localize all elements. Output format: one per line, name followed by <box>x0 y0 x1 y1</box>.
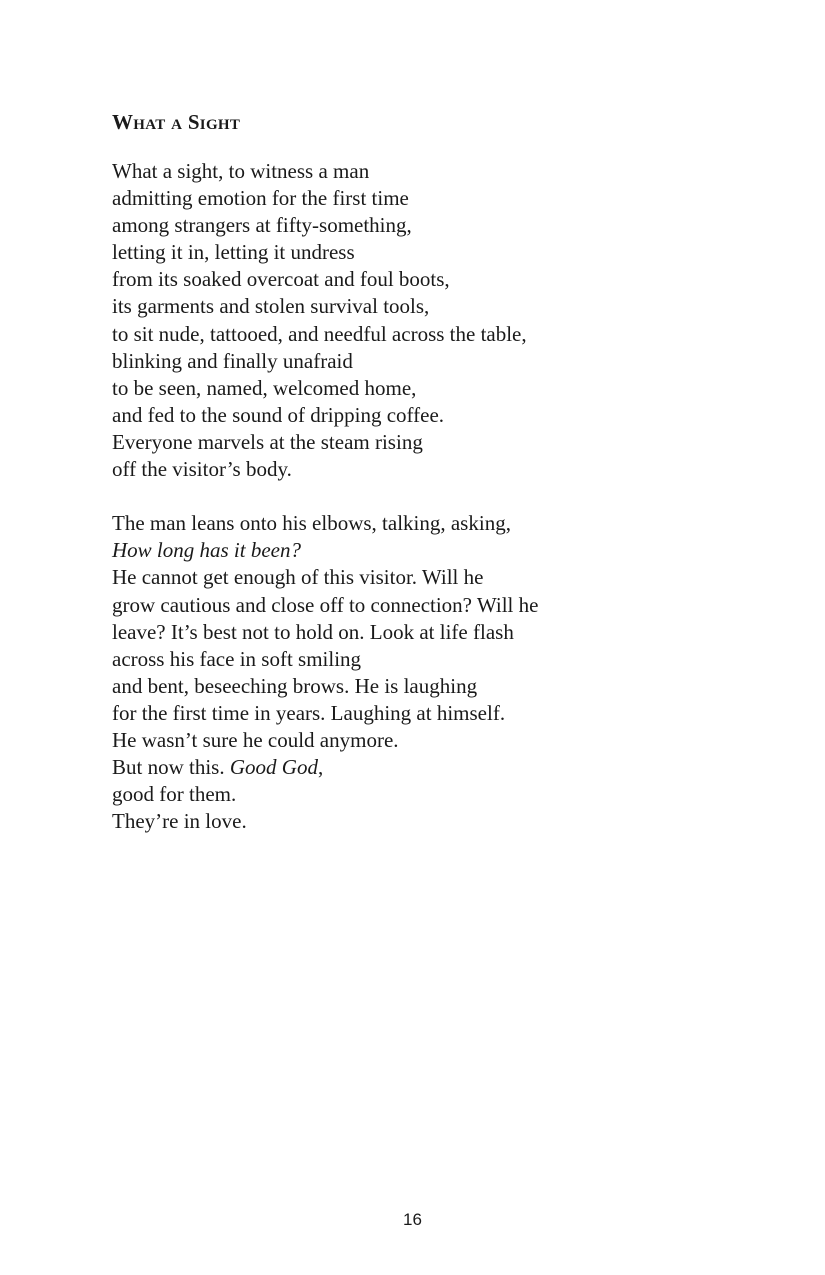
poem-line: off the visitor’s body. <box>112 457 292 482</box>
poem-line: blinking and finally unafraid <box>112 348 353 373</box>
poem-title: What a Sight <box>112 110 241 134</box>
poem-line: grow cautious and close off to connection? Will he <box>112 592 539 617</box>
poem-line: What a sight, to witness a man <box>112 159 370 183</box>
poem-line: to sit nude, tattooed, and needful across the table, <box>112 321 527 346</box>
poem-body <box>112 158 732 835</box>
poem-line-italic: How long has it been? <box>112 538 301 563</box>
poem-line: and bent, beseeching brows. He is laughing <box>112 673 478 698</box>
poem-line: its garments and stolen survival tools, <box>112 294 430 319</box>
stanza-2 <box>112 510 732 835</box>
poem-line: The man leans onto his elbows, talking, asking, <box>112 511 511 536</box>
line-text: But now this. <box>112 755 230 780</box>
poem-line: for the first time in years. Laughing at himself. <box>112 700 506 725</box>
italic-phrase: Good God <box>229 755 318 780</box>
poem-line: among strangers at fifty-something, <box>112 213 412 238</box>
poem-line: He wasn’t sure he could anymore. <box>112 727 399 752</box>
poem-line: leave? It’s best not to hold on. Look at life flash <box>112 619 514 644</box>
poem-line: from its soaked overcoat and foul boots, <box>112 267 450 292</box>
poem-line: to be seen, named, welcomed home, <box>112 375 417 400</box>
stanza-break <box>112 483 732 510</box>
stanza-1 <box>112 158 732 483</box>
poem-line: He cannot get enough of this visitor. Will he <box>112 565 484 590</box>
poem-line: good for them. <box>112 782 237 807</box>
poem-line-mixed <box>112 754 732 781</box>
poem-line: and fed to the sound of dripping coffee. <box>112 402 445 427</box>
poem-line: letting it in, letting it undress <box>112 240 355 265</box>
line-punctuation: , <box>317 755 324 780</box>
poem-line: They’re in love. <box>112 809 247 834</box>
poem-line: admitting emotion for the first time <box>112 186 409 211</box>
page-number: 16 <box>403 1210 422 1229</box>
poem-line: across his face in soft smiling <box>112 646 362 671</box>
poem-line: Everyone marvels at the steam rising <box>112 429 423 454</box>
